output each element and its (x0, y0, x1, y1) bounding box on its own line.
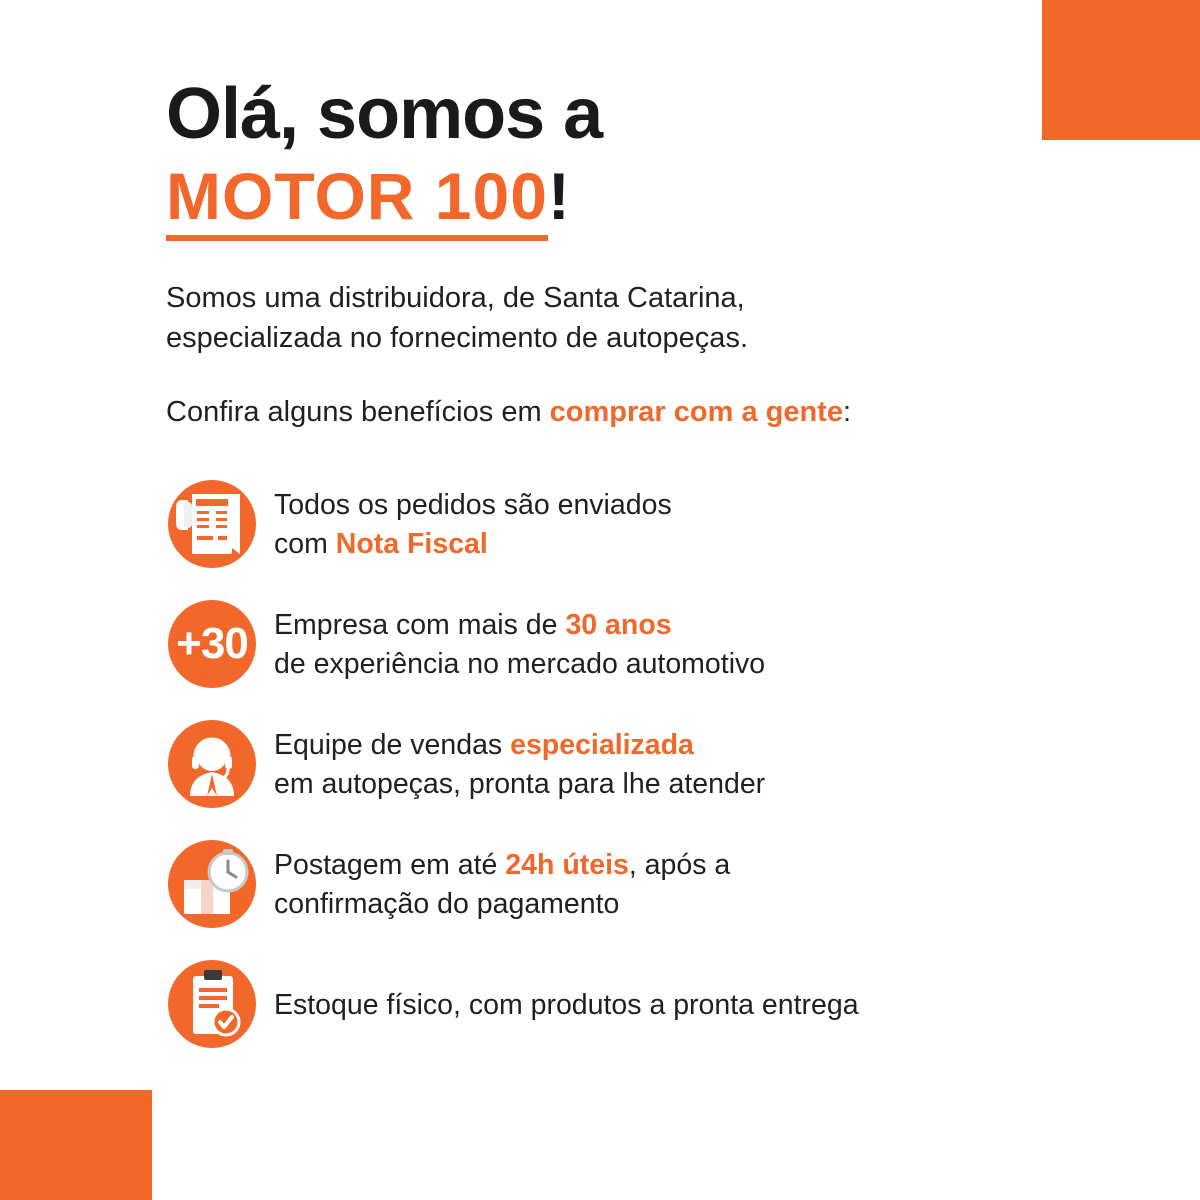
benefit-text (274, 844, 730, 924)
headline (166, 74, 1066, 233)
benefit-line-2: em autopeças, pronta para lhe atender (274, 768, 766, 800)
benefit-line-1-prefix: Equipe de vendas (274, 729, 511, 762)
benefit-line-2-highlight: Nota Fiscal (335, 528, 488, 560)
benefit-line-1-suffix: , após a (628, 849, 731, 882)
benefits-lead-highlight: comprar com a gente (549, 396, 843, 428)
benefit-line-2: de experiência no mercado automotivo (274, 648, 766, 680)
benefit-line-1 (274, 606, 765, 645)
benefit-line-2-prefix: com (274, 528, 336, 560)
list-item (160, 590, 1160, 698)
list-item (160, 470, 1160, 578)
benefit-text (274, 724, 765, 804)
benefit-line-1: Estoque físico, com produtos a pronta entrega (274, 988, 859, 1021)
list-item (160, 950, 1160, 1058)
benefit-line-1-highlight: especializada (510, 729, 694, 762)
headline-exclamation: ! (547, 159, 570, 233)
benefit-line-1: Todos os pedidos são enviados (274, 489, 672, 522)
benefit-text (274, 604, 765, 684)
intro-paragraph (166, 278, 1066, 358)
benefit-list (160, 470, 1160, 1070)
benefit-line-1-prefix: Empresa com mais de (274, 609, 566, 642)
benefit-line-1 (274, 726, 765, 765)
benefit-line-1 (274, 846, 730, 885)
receipt-icon-art (160, 472, 264, 576)
list-item (160, 710, 1160, 818)
benefits-lead (166, 396, 1116, 429)
package-stopwatch-icon (160, 832, 264, 936)
decorative-corner-bottom-left (0, 1090, 152, 1200)
years-badge-label: +30 (176, 619, 248, 668)
benefit-text (274, 984, 859, 1025)
benefit-line-2 (274, 525, 672, 564)
clipboard-check-art (160, 952, 264, 1056)
headset-agent-art (160, 712, 264, 816)
benefit-line-1-highlight: 30 anos (565, 609, 672, 642)
benefits-lead-prefix: Confira alguns benefícios em (166, 396, 550, 428)
years-badge-icon (160, 592, 264, 696)
list-item (160, 830, 1160, 938)
headline-brand-line (166, 160, 1066, 233)
intro-line-1: Somos uma distribuidora, de Santa Catarina, (166, 282, 745, 314)
headline-greeting: Olá, somos a (166, 74, 603, 154)
clipboard-check-icon (160, 952, 264, 1056)
brand-name: MOTOR 100 (166, 159, 548, 241)
package-stopwatch-art (160, 832, 264, 936)
benefit-text (274, 484, 672, 564)
benefit-line-2: confirmação do pagamento (274, 888, 620, 920)
intro-line-2: especializada no fornecimento de autopeças. (166, 322, 748, 355)
benefits-lead-suffix: : (842, 396, 852, 428)
benefit-line-1-highlight: 24h úteis (505, 849, 629, 882)
receipt-icon (160, 472, 264, 576)
benefit-line-1-prefix: Postagem em até (274, 849, 506, 882)
headset-agent-icon (160, 712, 264, 816)
